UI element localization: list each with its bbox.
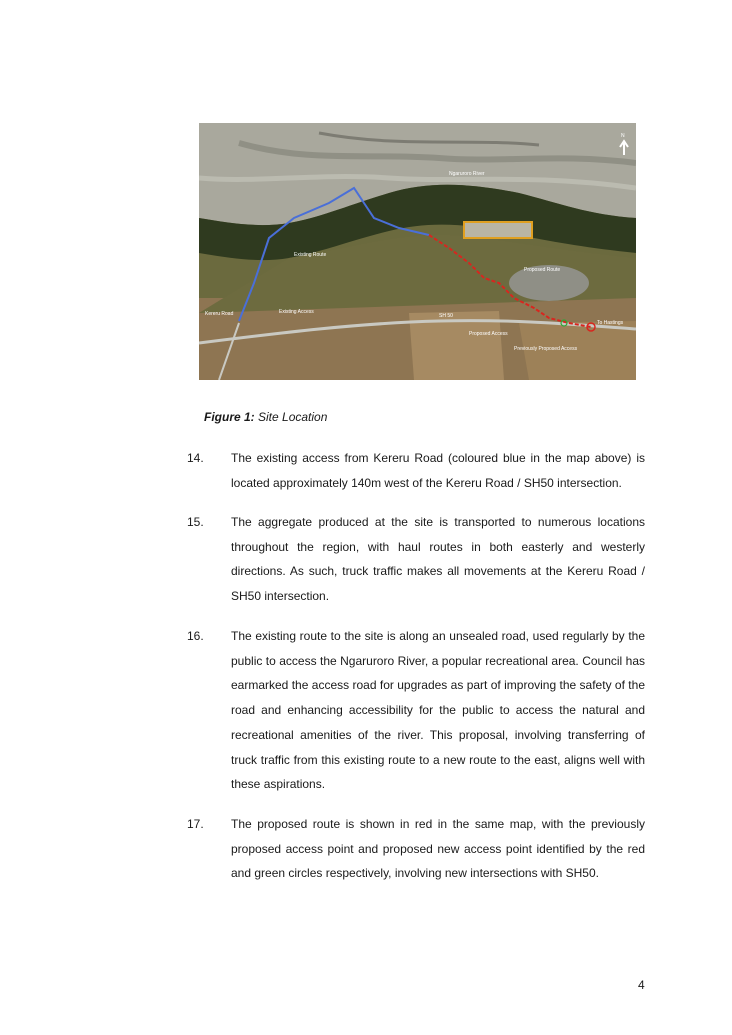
paragraph-14 xyxy=(187,446,645,495)
sh50-label: SH 50 xyxy=(439,313,453,319)
paragraph-text: The existing route to the site is along an unsealed road, used regularly by the public to access the Ngaruroro River, a popular recreational area. Council has earmarked the access road for upgrades as part of improving the safety of the road and enhancing accessibility for the public to access the natural and recreational amenities of the river. This proposal, involving transferring of truck traffic from this existing route to a new route to the east, aligns well with these aspirations. xyxy=(231,629,645,792)
paragraph-17 xyxy=(187,812,645,886)
figure-caption xyxy=(204,410,327,424)
paragraph-text: The proposed route is shown in red in the same map, with the previously proposed access point and proposed new access point identified by the red and green circles respectively, involving new intersections with SH50. xyxy=(231,817,645,881)
proposed-access-label: Proposed Access xyxy=(469,331,508,337)
site-location-map xyxy=(199,123,636,380)
paragraph-15 xyxy=(187,510,645,609)
paragraph-number: 17. xyxy=(187,817,204,831)
paragraph-number: 16. xyxy=(187,629,204,643)
river-label: Ngaruroro River xyxy=(449,171,485,177)
kereru-road-label: Kereru Road xyxy=(205,311,234,317)
existing-access-label: Existing Access xyxy=(279,309,314,315)
proposed-route-label: Proposed Route xyxy=(524,267,561,273)
paragraph-number: 15. xyxy=(187,515,204,529)
paragraph-text: The aggregate produced at the site is transported to numerous locations throughout the region, with haul routes in both easterly and westerly directions. As such, truck traffic makes all movements at the Kereru Road / SH50 intersection. xyxy=(231,515,645,604)
to-hastings-label: To Hastings xyxy=(597,320,624,326)
previously-proposed-access-label: Previously Proposed Access xyxy=(514,346,578,352)
page-number: 4 xyxy=(638,978,645,992)
north-label: N xyxy=(621,133,625,139)
caption-text: Site Location xyxy=(258,410,328,424)
caption-number: Figure 1: xyxy=(204,410,255,424)
existing-route-label: Existing Route xyxy=(294,252,327,258)
paragraph-number: 14. xyxy=(187,451,204,465)
paragraph-16 xyxy=(187,624,645,797)
paragraph-text: The existing access from Kereru Road (coloured blue in the map above) is located approximately 140m west of the Kereru Road / SH50 intersection. xyxy=(231,451,645,490)
